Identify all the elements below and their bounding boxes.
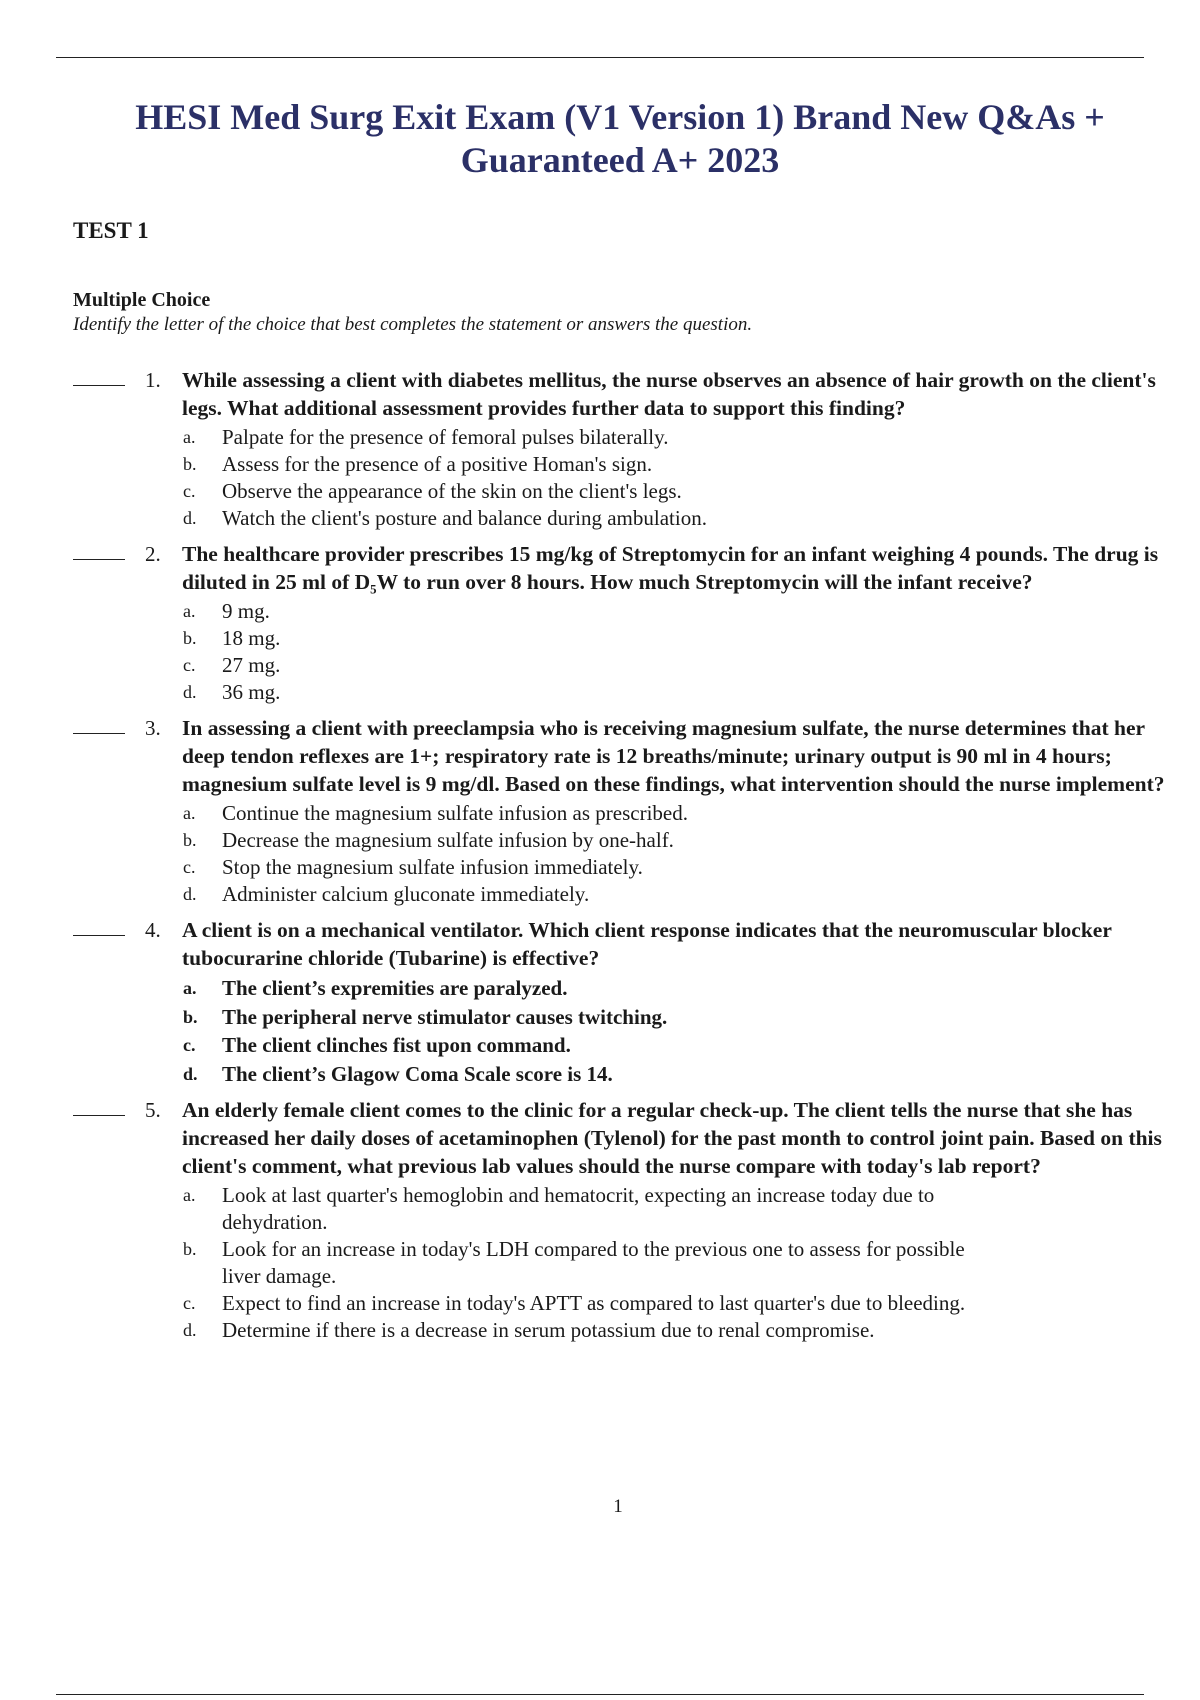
- option-text: 36 mg.: [222, 680, 281, 704]
- option-item[interactable]: [73, 424, 1002, 451]
- option-text: 27 mg.: [222, 653, 281, 677]
- option-letter: d.: [183, 508, 197, 528]
- option-item[interactable]: [73, 1031, 1002, 1060]
- question-item: [73, 714, 1168, 908]
- question-list: [73, 366, 1168, 1352]
- option-item[interactable]: [73, 478, 1002, 505]
- option-letter: b.: [183, 830, 197, 850]
- question-stem: An elderly female client comes to the clinic for a regular check-up. The client tells the nurse that she has increased her daily doses of acetaminophen (Tylenol) for the past month to control joint pain. Based on this client's comment, what previous lab values should the nurse compare with today's lab report?: [182, 1098, 1162, 1178]
- option-text: Look for an increase in today's LDH compared to the previous one to assess for possible liver damage.: [222, 1237, 965, 1288]
- option-item[interactable]: [73, 625, 1002, 652]
- option-letter: c.: [183, 655, 196, 675]
- option-item[interactable]: [73, 854, 1002, 881]
- option-letter: a.: [183, 978, 197, 998]
- page-number: 1: [613, 1496, 623, 1517]
- option-item[interactable]: [73, 1236, 1002, 1290]
- option-letter: d.: [183, 1063, 198, 1084]
- option-item[interactable]: [73, 598, 1002, 625]
- option-list: [73, 598, 1168, 706]
- option-text: Administer calcium gluconate immediately.: [222, 882, 590, 906]
- option-text: Expect to find an increase in today's APTT as compared to last quarter's due to bleeding.: [222, 1291, 966, 1315]
- option-letter: b.: [183, 454, 197, 474]
- option-item[interactable]: [73, 679, 1002, 706]
- option-text: Determine if there is a decrease in serum potassium due to renal compromise.: [222, 1318, 875, 1342]
- answer-blank[interactable]: [73, 935, 125, 936]
- option-text: Look at last quarter's hemoglobin and hematocrit, expecting an increase today due to dehydration.: [222, 1183, 935, 1234]
- question-stem: The healthcare provider prescribes 15 mg/kg of Streptomycin for an infant weighing 4 pounds. The drug is diluted in 25 ml of D₅W to run over 8 hours. How much Streptomycin will the infant receive?: [182, 542, 1159, 594]
- option-item[interactable]: [73, 451, 1002, 478]
- option-item[interactable]: [73, 974, 1002, 1003]
- question-stem: A client is on a mechanical ventilator. Which client response indicates that the neuromuscular blocker tubocurarine chloride (Tubarine) is effective?: [182, 918, 1112, 970]
- question-stem: While assessing a client with diabetes mellitus, the nurse observes an absence of hair growth on the client's legs. What additional assessment provides further data to support this finding?: [182, 368, 1156, 420]
- option-letter: b.: [183, 1239, 197, 1259]
- option-text: Observe the appearance of the skin on the client's legs.: [222, 479, 682, 503]
- option-text: The client clinches fist upon command.: [222, 1033, 571, 1057]
- option-text: 9 mg.: [222, 599, 270, 623]
- option-text: Assess for the presence of a positive Homan's sign.: [222, 452, 653, 476]
- option-item[interactable]: [73, 1290, 1002, 1317]
- option-letter: b.: [183, 1006, 198, 1027]
- option-item[interactable]: [73, 800, 1002, 827]
- option-letter: b.: [183, 628, 197, 648]
- option-item[interactable]: [73, 1003, 1002, 1032]
- option-item[interactable]: [73, 881, 1002, 908]
- question-number: 5.: [145, 1098, 161, 1122]
- question-number: 3.: [145, 716, 161, 740]
- option-text: 18 mg.: [222, 626, 281, 650]
- answer-blank[interactable]: [73, 733, 125, 734]
- option-letter: c.: [183, 857, 196, 877]
- option-item[interactable]: [73, 1317, 1002, 1344]
- option-letter: c.: [183, 1035, 196, 1055]
- question-item: [73, 916, 1168, 1088]
- question-stem: In assessing a client with preeclampsia who is receiving magnesium sulfate, the nurse determines that her deep tendon reflexes are 1+; respiratory rate is 12 breaths/minute; urinary output is 90 ml in 4 hours; magnesium sulfate level is 9 mg/dl. Based on these findings, what intervention should the nurse implement?: [182, 716, 1165, 796]
- option-text: Decrease the magnesium sulfate infusion by one-half.: [222, 828, 674, 852]
- option-list: [73, 1182, 1168, 1344]
- top-rule: [56, 57, 1144, 58]
- option-letter: a.: [183, 601, 196, 621]
- answer-blank[interactable]: [73, 1115, 125, 1116]
- option-list: [73, 424, 1168, 532]
- answer-blank[interactable]: [73, 559, 125, 560]
- question-item: [73, 540, 1168, 706]
- question-item: [73, 366, 1168, 532]
- option-letter: c.: [183, 481, 196, 501]
- option-text: Palpate for the presence of femoral pulses bilaterally.: [222, 425, 669, 449]
- option-text: Stop the magnesium sulfate infusion immediately.: [222, 855, 643, 879]
- test-heading: TEST 1: [73, 218, 149, 243]
- option-list: [73, 974, 1168, 1088]
- document-title: HESI Med Surg Exit Exam (V1 Version 1) Brand New Q&As + Guaranteed A+ 2023: [135, 97, 1105, 180]
- option-item[interactable]: [73, 652, 1002, 679]
- option-text: The client’s Glagow Coma Scale score is 14.: [222, 1061, 613, 1086]
- option-item[interactable]: [73, 827, 1002, 854]
- option-letter: c.: [183, 1293, 196, 1313]
- question-number: 1.: [145, 368, 161, 392]
- answer-blank[interactable]: [73, 385, 125, 386]
- section-heading: Multiple Choice: [73, 289, 211, 311]
- option-text: Watch the client's posture and balance during ambulation.: [222, 506, 707, 530]
- option-item[interactable]: [73, 1060, 1002, 1089]
- option-letter: d.: [183, 682, 197, 702]
- option-letter: a.: [183, 803, 196, 823]
- option-list: [73, 800, 1168, 908]
- option-item[interactable]: [73, 1182, 1002, 1236]
- option-item[interactable]: [73, 505, 1002, 532]
- option-letter: d.: [183, 1320, 197, 1340]
- option-letter: d.: [183, 884, 197, 904]
- option-text: The peripheral nerve stimulator causes twitching.: [222, 1004, 668, 1029]
- option-text: Continue the magnesium sulfate infusion as prescribed.: [222, 801, 688, 825]
- question-number: 2.: [145, 542, 161, 566]
- option-text: The client’s expremities are paralyzed.: [222, 976, 568, 1000]
- option-letter: a.: [183, 1185, 196, 1205]
- instructions: Identify the letter of the choice that best completes the statement or answers the question.: [73, 314, 753, 335]
- question-item: [73, 1096, 1168, 1344]
- option-letter: a.: [183, 427, 196, 447]
- question-number: 4.: [145, 918, 161, 942]
- bottom-rule: [56, 1694, 1144, 1695]
